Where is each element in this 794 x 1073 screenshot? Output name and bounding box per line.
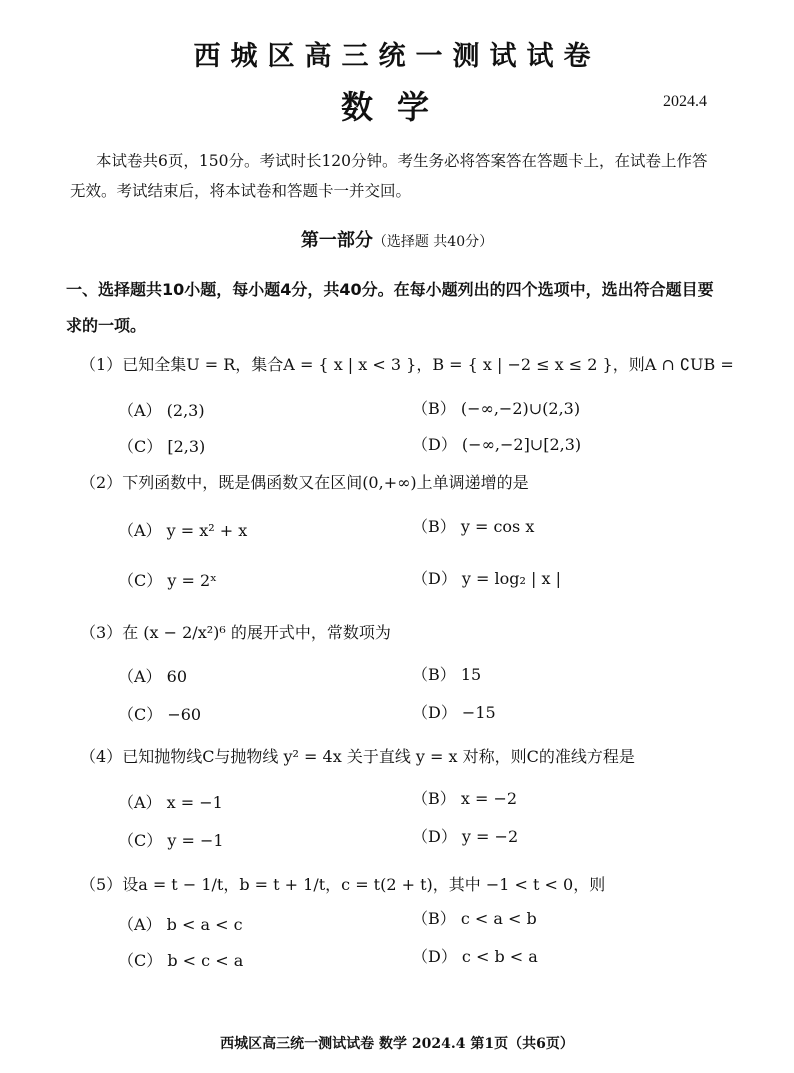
option-4a: （A） x = −1 [118,793,223,812]
question-number: （1） [80,355,123,374]
part-note: （选择题 共40分） [372,234,494,250]
question-4 [80,744,635,767]
option-3b: （B） 15 [412,665,482,684]
option-2c: （C） y = 2ˣ [118,571,217,590]
option-5c: （C） b < c < a [118,951,244,970]
option-3c: （C） −60 [118,705,202,724]
option-5d: （D） c < b < a [412,947,538,966]
option-2a: （A） y = x² + x [118,521,248,540]
option-5b: （B） c < a < b [412,909,537,928]
option-5a: （A） b < a < c [118,915,243,934]
question-1 [80,352,734,375]
question-5 [80,872,605,895]
part-title: 第一部分 [300,230,373,251]
exam-instructions: 本试卷共6页，150分。考试时长120分钟。考生务必将答案答在答题卡上，在试卷上作答无效。考试结束后，将本试卷和答题卡一并交回。 [70,152,708,200]
question-stem: 下列函数中，既是偶函数又在区间(0,+∞)上单调递增的是 [122,473,529,492]
option-3a: （A） 60 [118,667,188,686]
option-2d: （D） y = log₂ | x | [412,569,562,588]
option-4d: （D） y = −2 [412,827,519,846]
section-instructions: 选择题共10小题，每小题4分，共40分。在每小题列出的四个选项中，选出符合题目要求的一项。 [66,280,714,335]
question-stem: 已知全集U = R，集合A = { x | x < 3 }，B = { x | −2 ≤ x ≤ 2 }，则A ∩ ∁UB = [122,355,734,374]
question-3 [80,620,391,643]
section-heading [66,272,726,344]
question-stem: 在 (x − 2/x²)⁶ 的展开式中，常数项为 [122,623,391,642]
option-1d: （D） (−∞,−2]∪[2,3) [412,435,582,454]
page-footer: 西城区高三统一测试试卷 数学 2024.4 第1页（共6页） [220,1036,574,1052]
question-number: （3） [80,623,123,642]
option-1b: （B） (−∞,−2)∪(2,3) [412,399,581,418]
question-2 [80,470,529,493]
question-number: （5） [80,875,123,894]
question-number: （2） [80,473,123,492]
question-stem: 设a = t − 1/t，b = t + 1/t，c = t(2 + t)，其中 −1 < t < 0，则 [122,875,606,894]
part-heading [0,226,794,252]
option-4b: （B） x = −2 [412,789,518,808]
option-3d: （D） −15 [412,703,496,722]
question-number: （4） [80,747,123,766]
exam-date: 2024.4 [663,93,707,110]
subject-title: 数学 [340,88,453,126]
section-prefix: 一、 [66,280,99,299]
option-1a: （A） (2,3) [118,401,205,420]
option-1c: （C） [2,3) [118,437,206,456]
exam-title: 西城区高三统一测试试卷 [193,41,601,72]
question-stem: 已知抛物线C与抛物线 y² = 4x 关于直线 y = x 对称，则C的准线方程是 [122,747,635,766]
option-2b: （B） y = cos x [412,517,535,536]
option-4c: （C） y = −1 [118,831,224,850]
